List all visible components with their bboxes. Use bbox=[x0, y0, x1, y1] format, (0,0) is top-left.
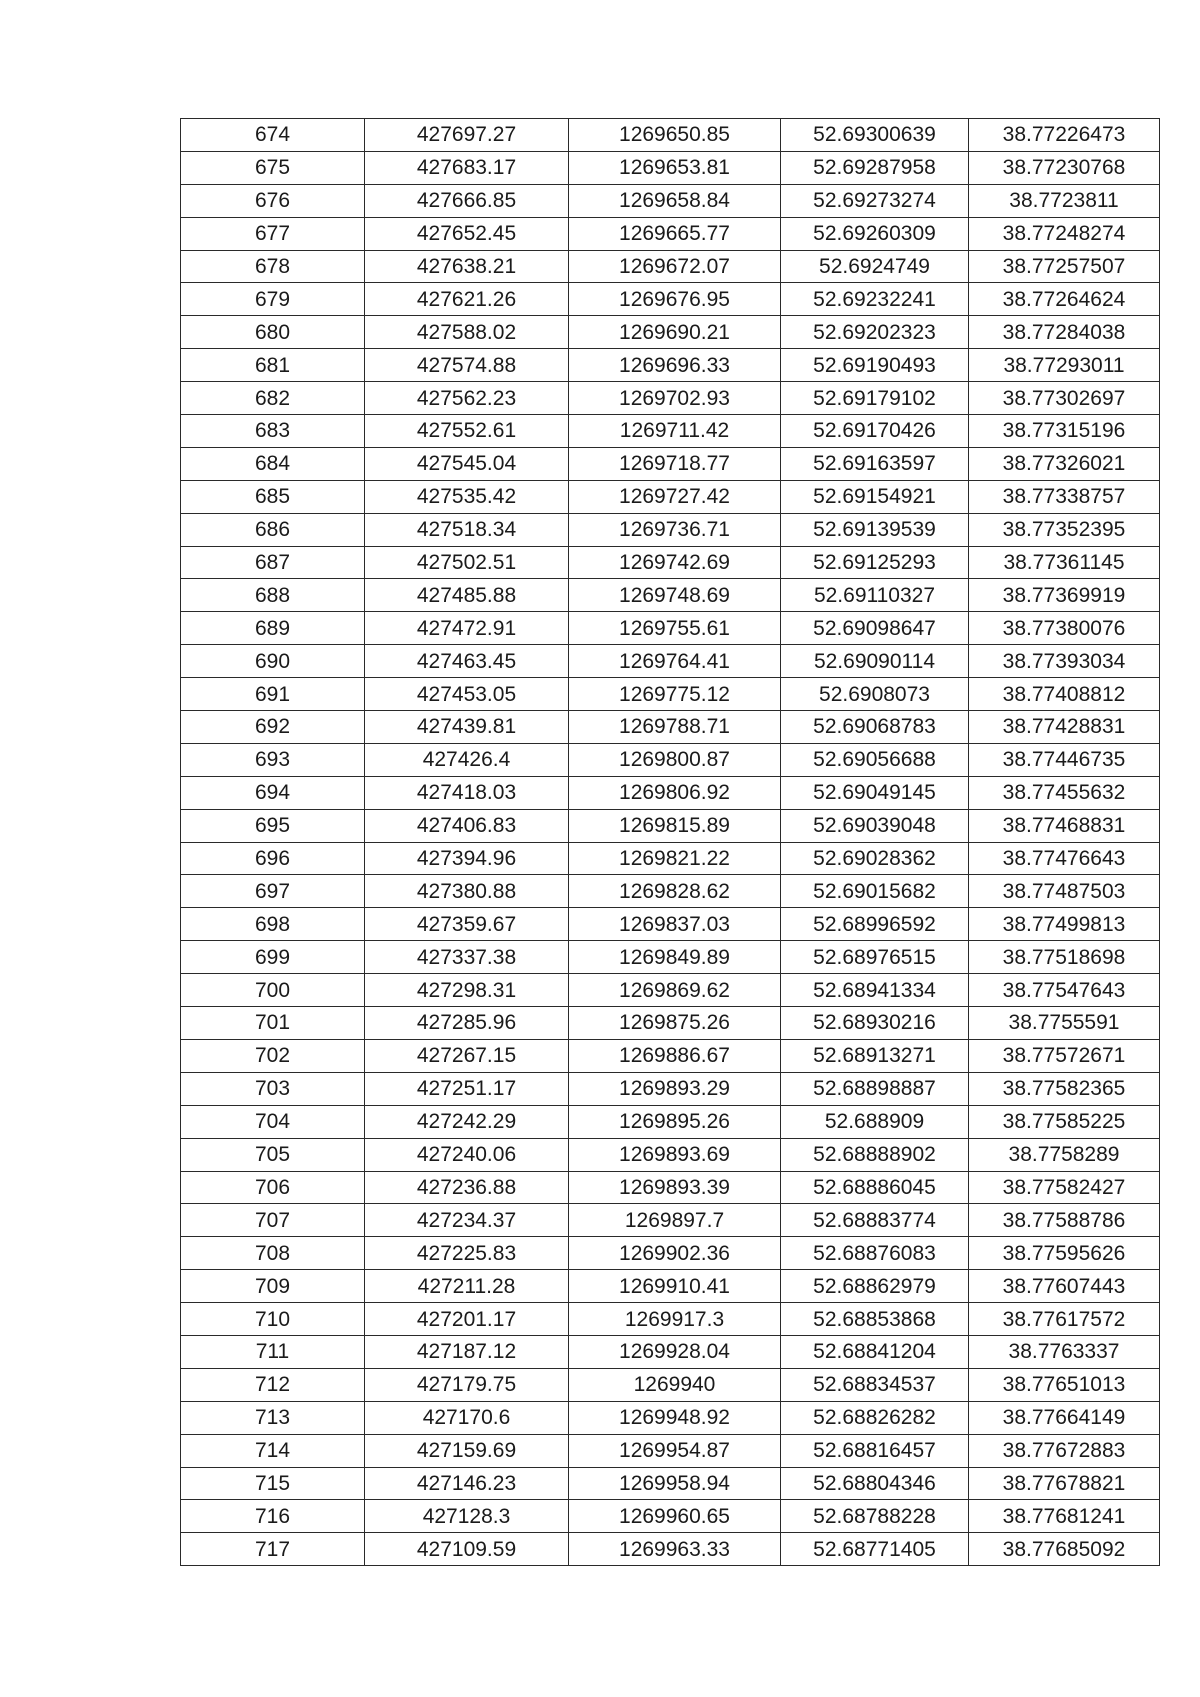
table-row bbox=[181, 1500, 1160, 1533]
point-number-cell: 677 bbox=[181, 217, 365, 250]
longitude-cell: 38.77408812 bbox=[969, 678, 1160, 711]
longitude-cell: 38.77293011 bbox=[969, 349, 1160, 382]
x-coordinate-cell: 427236.88 bbox=[365, 1171, 569, 1204]
y-coordinate-cell: 1269875.26 bbox=[569, 1007, 781, 1040]
point-number-cell: 695 bbox=[181, 809, 365, 842]
latitude-cell: 52.68996592 bbox=[781, 908, 969, 941]
y-coordinate-cell: 1269940 bbox=[569, 1368, 781, 1401]
table-row bbox=[181, 1007, 1160, 1040]
y-coordinate-cell: 1269788.71 bbox=[569, 711, 781, 744]
point-number-cell: 697 bbox=[181, 875, 365, 908]
x-coordinate-cell: 427472.91 bbox=[365, 612, 569, 645]
table-row bbox=[181, 184, 1160, 217]
x-coordinate-cell: 427518.34 bbox=[365, 513, 569, 546]
y-coordinate-cell: 1269893.69 bbox=[569, 1138, 781, 1171]
latitude-cell: 52.69260309 bbox=[781, 217, 969, 250]
x-coordinate-cell: 427298.31 bbox=[365, 974, 569, 1007]
latitude-cell: 52.6908073 bbox=[781, 678, 969, 711]
table-row bbox=[181, 842, 1160, 875]
point-number-cell: 685 bbox=[181, 480, 365, 513]
longitude-cell: 38.77352395 bbox=[969, 513, 1160, 546]
x-coordinate-cell: 427234.37 bbox=[365, 1204, 569, 1237]
y-coordinate-cell: 1269658.84 bbox=[569, 184, 781, 217]
point-number-cell: 687 bbox=[181, 546, 365, 579]
table-row bbox=[181, 447, 1160, 480]
latitude-cell: 52.69056688 bbox=[781, 743, 969, 776]
latitude-cell: 52.69179102 bbox=[781, 382, 969, 415]
longitude-cell: 38.77547643 bbox=[969, 974, 1160, 1007]
table-row bbox=[181, 415, 1160, 448]
latitude-cell: 52.68841204 bbox=[781, 1335, 969, 1368]
y-coordinate-cell: 1269806.92 bbox=[569, 776, 781, 809]
point-number-cell: 701 bbox=[181, 1007, 365, 1040]
y-coordinate-cell: 1269742.69 bbox=[569, 546, 781, 579]
y-coordinate-cell: 1269755.61 bbox=[569, 612, 781, 645]
table-row bbox=[181, 809, 1160, 842]
table-row bbox=[181, 1533, 1160, 1566]
latitude-cell: 52.68816457 bbox=[781, 1434, 969, 1467]
y-coordinate-cell: 1269917.3 bbox=[569, 1303, 781, 1336]
latitude-cell: 52.68826282 bbox=[781, 1401, 969, 1434]
latitude-cell: 52.69154921 bbox=[781, 480, 969, 513]
latitude-cell: 52.688909 bbox=[781, 1105, 969, 1138]
y-coordinate-cell: 1269676.95 bbox=[569, 283, 781, 316]
latitude-cell: 52.68771405 bbox=[781, 1533, 969, 1566]
y-coordinate-cell: 1269764.41 bbox=[569, 645, 781, 678]
latitude-cell: 52.68883774 bbox=[781, 1204, 969, 1237]
x-coordinate-cell: 427159.69 bbox=[365, 1434, 569, 1467]
longitude-cell: 38.77302697 bbox=[969, 382, 1160, 415]
point-number-cell: 694 bbox=[181, 776, 365, 809]
point-number-cell: 714 bbox=[181, 1434, 365, 1467]
y-coordinate-cell: 1269895.26 bbox=[569, 1105, 781, 1138]
latitude-cell: 52.68804346 bbox=[781, 1467, 969, 1500]
longitude-cell: 38.77248274 bbox=[969, 217, 1160, 250]
y-coordinate-cell: 1269963.33 bbox=[569, 1533, 781, 1566]
x-coordinate-cell: 427179.75 bbox=[365, 1368, 569, 1401]
table-row bbox=[181, 579, 1160, 612]
longitude-cell: 38.77428831 bbox=[969, 711, 1160, 744]
latitude-cell: 52.69139539 bbox=[781, 513, 969, 546]
y-coordinate-cell: 1269702.93 bbox=[569, 382, 781, 415]
x-coordinate-cell: 427652.45 bbox=[365, 217, 569, 250]
longitude-cell: 38.77651013 bbox=[969, 1368, 1160, 1401]
x-coordinate-cell: 427211.28 bbox=[365, 1270, 569, 1303]
table-row bbox=[181, 743, 1160, 776]
point-number-cell: 691 bbox=[181, 678, 365, 711]
latitude-cell: 52.68834537 bbox=[781, 1368, 969, 1401]
point-number-cell: 688 bbox=[181, 579, 365, 612]
table-row bbox=[181, 1138, 1160, 1171]
x-coordinate-cell: 427666.85 bbox=[365, 184, 569, 217]
table-row bbox=[181, 1335, 1160, 1368]
x-coordinate-cell: 427242.29 bbox=[365, 1105, 569, 1138]
y-coordinate-cell: 1269711.42 bbox=[569, 415, 781, 448]
table-row bbox=[181, 1368, 1160, 1401]
latitude-cell: 52.69098647 bbox=[781, 612, 969, 645]
table-row bbox=[181, 612, 1160, 645]
table-row bbox=[181, 1171, 1160, 1204]
latitude-cell: 52.68976515 bbox=[781, 941, 969, 974]
table-row bbox=[181, 1467, 1160, 1500]
latitude-cell: 52.69273274 bbox=[781, 184, 969, 217]
longitude-cell: 38.77672883 bbox=[969, 1434, 1160, 1467]
x-coordinate-cell: 427225.83 bbox=[365, 1237, 569, 1270]
longitude-cell: 38.77476643 bbox=[969, 842, 1160, 875]
x-coordinate-cell: 427621.26 bbox=[365, 283, 569, 316]
latitude-cell: 52.68941334 bbox=[781, 974, 969, 1007]
longitude-cell: 38.77380076 bbox=[969, 612, 1160, 645]
x-coordinate-cell: 427128.3 bbox=[365, 1500, 569, 1533]
x-coordinate-cell: 427535.42 bbox=[365, 480, 569, 513]
longitude-cell: 38.77361145 bbox=[969, 546, 1160, 579]
coordinates-table bbox=[180, 118, 1160, 1566]
longitude-cell: 38.77588786 bbox=[969, 1204, 1160, 1237]
longitude-cell: 38.77582365 bbox=[969, 1072, 1160, 1105]
table-row bbox=[181, 1105, 1160, 1138]
x-coordinate-cell: 427406.83 bbox=[365, 809, 569, 842]
table-row bbox=[181, 119, 1160, 152]
x-coordinate-cell: 427697.27 bbox=[365, 119, 569, 152]
y-coordinate-cell: 1269910.41 bbox=[569, 1270, 781, 1303]
longitude-cell: 38.7763337 bbox=[969, 1335, 1160, 1368]
table-row bbox=[181, 1237, 1160, 1270]
longitude-cell: 38.77585225 bbox=[969, 1105, 1160, 1138]
table-row bbox=[181, 151, 1160, 184]
longitude-cell: 38.7758289 bbox=[969, 1138, 1160, 1171]
latitude-cell: 52.69232241 bbox=[781, 283, 969, 316]
latitude-cell: 52.68930216 bbox=[781, 1007, 969, 1040]
table-row bbox=[181, 1039, 1160, 1072]
point-number-cell: 674 bbox=[181, 119, 365, 152]
x-coordinate-cell: 427251.17 bbox=[365, 1072, 569, 1105]
longitude-cell: 38.77284038 bbox=[969, 316, 1160, 349]
y-coordinate-cell: 1269960.65 bbox=[569, 1500, 781, 1533]
point-number-cell: 696 bbox=[181, 842, 365, 875]
point-number-cell: 713 bbox=[181, 1401, 365, 1434]
point-number-cell: 676 bbox=[181, 184, 365, 217]
y-coordinate-cell: 1269893.39 bbox=[569, 1171, 781, 1204]
y-coordinate-cell: 1269800.87 bbox=[569, 743, 781, 776]
table-row bbox=[181, 645, 1160, 678]
longitude-cell: 38.77678821 bbox=[969, 1467, 1160, 1500]
longitude-cell: 38.77446735 bbox=[969, 743, 1160, 776]
table-row bbox=[181, 908, 1160, 941]
point-number-cell: 679 bbox=[181, 283, 365, 316]
point-number-cell: 717 bbox=[181, 1533, 365, 1566]
latitude-cell: 52.68876083 bbox=[781, 1237, 969, 1270]
latitude-cell: 52.69068783 bbox=[781, 711, 969, 744]
x-coordinate-cell: 427638.21 bbox=[365, 250, 569, 283]
x-coordinate-cell: 427588.02 bbox=[365, 316, 569, 349]
table-row bbox=[181, 875, 1160, 908]
y-coordinate-cell: 1269954.87 bbox=[569, 1434, 781, 1467]
y-coordinate-cell: 1269869.62 bbox=[569, 974, 781, 1007]
point-number-cell: 708 bbox=[181, 1237, 365, 1270]
longitude-cell: 38.7723811 bbox=[969, 184, 1160, 217]
x-coordinate-cell: 427201.17 bbox=[365, 1303, 569, 1336]
table-row bbox=[181, 1434, 1160, 1467]
y-coordinate-cell: 1269849.89 bbox=[569, 941, 781, 974]
x-coordinate-cell: 427683.17 bbox=[365, 151, 569, 184]
y-coordinate-cell: 1269821.22 bbox=[569, 842, 781, 875]
table-row bbox=[181, 316, 1160, 349]
longitude-cell: 38.77338757 bbox=[969, 480, 1160, 513]
y-coordinate-cell: 1269650.85 bbox=[569, 119, 781, 152]
longitude-cell: 38.77326021 bbox=[969, 447, 1160, 480]
table-row bbox=[181, 1072, 1160, 1105]
point-number-cell: 704 bbox=[181, 1105, 365, 1138]
latitude-cell: 52.68886045 bbox=[781, 1171, 969, 1204]
table-row bbox=[181, 250, 1160, 283]
x-coordinate-cell: 427187.12 bbox=[365, 1335, 569, 1368]
latitude-cell: 52.68898887 bbox=[781, 1072, 969, 1105]
table-row bbox=[181, 546, 1160, 579]
y-coordinate-cell: 1269775.12 bbox=[569, 678, 781, 711]
longitude-cell: 38.7755591 bbox=[969, 1007, 1160, 1040]
longitude-cell: 38.77499813 bbox=[969, 908, 1160, 941]
latitude-cell: 52.68888902 bbox=[781, 1138, 969, 1171]
longitude-cell: 38.77595626 bbox=[969, 1237, 1160, 1270]
x-coordinate-cell: 427337.38 bbox=[365, 941, 569, 974]
x-coordinate-cell: 427380.88 bbox=[365, 875, 569, 908]
latitude-cell: 52.69090114 bbox=[781, 645, 969, 678]
y-coordinate-cell: 1269815.89 bbox=[569, 809, 781, 842]
y-coordinate-cell: 1269690.21 bbox=[569, 316, 781, 349]
latitude-cell: 52.69300639 bbox=[781, 119, 969, 152]
table-row bbox=[181, 974, 1160, 1007]
y-coordinate-cell: 1269893.29 bbox=[569, 1072, 781, 1105]
x-coordinate-cell: 427552.61 bbox=[365, 415, 569, 448]
x-coordinate-cell: 427109.59 bbox=[365, 1533, 569, 1566]
x-coordinate-cell: 427146.23 bbox=[365, 1467, 569, 1500]
point-number-cell: 678 bbox=[181, 250, 365, 283]
longitude-cell: 38.77455632 bbox=[969, 776, 1160, 809]
point-number-cell: 675 bbox=[181, 151, 365, 184]
longitude-cell: 38.77664149 bbox=[969, 1401, 1160, 1434]
x-coordinate-cell: 427562.23 bbox=[365, 382, 569, 415]
point-number-cell: 684 bbox=[181, 447, 365, 480]
table-row bbox=[181, 711, 1160, 744]
point-number-cell: 690 bbox=[181, 645, 365, 678]
point-number-cell: 707 bbox=[181, 1204, 365, 1237]
point-number-cell: 680 bbox=[181, 316, 365, 349]
x-coordinate-cell: 427267.15 bbox=[365, 1039, 569, 1072]
y-coordinate-cell: 1269665.77 bbox=[569, 217, 781, 250]
point-number-cell: 706 bbox=[181, 1171, 365, 1204]
latitude-cell: 52.68853868 bbox=[781, 1303, 969, 1336]
longitude-cell: 38.77617572 bbox=[969, 1303, 1160, 1336]
table-row bbox=[181, 678, 1160, 711]
latitude-cell: 52.69049145 bbox=[781, 776, 969, 809]
longitude-cell: 38.77226473 bbox=[969, 119, 1160, 152]
point-number-cell: 686 bbox=[181, 513, 365, 546]
latitude-cell: 52.68862979 bbox=[781, 1270, 969, 1303]
table-row bbox=[181, 217, 1160, 250]
point-number-cell: 702 bbox=[181, 1039, 365, 1072]
x-coordinate-cell: 427574.88 bbox=[365, 349, 569, 382]
y-coordinate-cell: 1269897.7 bbox=[569, 1204, 781, 1237]
latitude-cell: 52.69110327 bbox=[781, 579, 969, 612]
point-number-cell: 712 bbox=[181, 1368, 365, 1401]
y-coordinate-cell: 1269958.94 bbox=[569, 1467, 781, 1500]
table-row bbox=[181, 941, 1160, 974]
longitude-cell: 38.77572671 bbox=[969, 1039, 1160, 1072]
longitude-cell: 38.77685092 bbox=[969, 1533, 1160, 1566]
latitude-cell: 52.68913271 bbox=[781, 1039, 969, 1072]
table-row bbox=[181, 283, 1160, 316]
y-coordinate-cell: 1269748.69 bbox=[569, 579, 781, 612]
y-coordinate-cell: 1269736.71 bbox=[569, 513, 781, 546]
y-coordinate-cell: 1269837.03 bbox=[569, 908, 781, 941]
latitude-cell: 52.69039048 bbox=[781, 809, 969, 842]
table-row bbox=[181, 1401, 1160, 1434]
latitude-cell: 52.69190493 bbox=[781, 349, 969, 382]
longitude-cell: 38.77468831 bbox=[969, 809, 1160, 842]
latitude-cell: 52.69163597 bbox=[781, 447, 969, 480]
point-number-cell: 710 bbox=[181, 1303, 365, 1336]
y-coordinate-cell: 1269696.33 bbox=[569, 349, 781, 382]
table-row bbox=[181, 1204, 1160, 1237]
x-coordinate-cell: 427285.96 bbox=[365, 1007, 569, 1040]
x-coordinate-cell: 427485.88 bbox=[365, 579, 569, 612]
point-number-cell: 715 bbox=[181, 1467, 365, 1500]
point-number-cell: 709 bbox=[181, 1270, 365, 1303]
x-coordinate-cell: 427502.51 bbox=[365, 546, 569, 579]
y-coordinate-cell: 1269928.04 bbox=[569, 1335, 781, 1368]
x-coordinate-cell: 427463.45 bbox=[365, 645, 569, 678]
y-coordinate-cell: 1269727.42 bbox=[569, 480, 781, 513]
longitude-cell: 38.77230768 bbox=[969, 151, 1160, 184]
latitude-cell: 52.6924749 bbox=[781, 250, 969, 283]
longitude-cell: 38.77518698 bbox=[969, 941, 1160, 974]
point-number-cell: 689 bbox=[181, 612, 365, 645]
longitude-cell: 38.77393034 bbox=[969, 645, 1160, 678]
latitude-cell: 52.69028362 bbox=[781, 842, 969, 875]
y-coordinate-cell: 1269886.67 bbox=[569, 1039, 781, 1072]
y-coordinate-cell: 1269948.92 bbox=[569, 1401, 781, 1434]
table-row bbox=[181, 349, 1160, 382]
coordinates-table-body bbox=[181, 119, 1160, 1566]
longitude-cell: 38.77264624 bbox=[969, 283, 1160, 316]
longitude-cell: 38.77681241 bbox=[969, 1500, 1160, 1533]
point-number-cell: 705 bbox=[181, 1138, 365, 1171]
x-coordinate-cell: 427418.03 bbox=[365, 776, 569, 809]
latitude-cell: 52.69202323 bbox=[781, 316, 969, 349]
x-coordinate-cell: 427439.81 bbox=[365, 711, 569, 744]
longitude-cell: 38.77315196 bbox=[969, 415, 1160, 448]
latitude-cell: 52.69287958 bbox=[781, 151, 969, 184]
y-coordinate-cell: 1269718.77 bbox=[569, 447, 781, 480]
x-coordinate-cell: 427545.04 bbox=[365, 447, 569, 480]
x-coordinate-cell: 427170.6 bbox=[365, 1401, 569, 1434]
point-number-cell: 693 bbox=[181, 743, 365, 776]
point-number-cell: 682 bbox=[181, 382, 365, 415]
longitude-cell: 38.77607443 bbox=[969, 1270, 1160, 1303]
y-coordinate-cell: 1269902.36 bbox=[569, 1237, 781, 1270]
latitude-cell: 52.69125293 bbox=[781, 546, 969, 579]
y-coordinate-cell: 1269828.62 bbox=[569, 875, 781, 908]
point-number-cell: 699 bbox=[181, 941, 365, 974]
x-coordinate-cell: 427426.4 bbox=[365, 743, 569, 776]
point-number-cell: 692 bbox=[181, 711, 365, 744]
longitude-cell: 38.77487503 bbox=[969, 875, 1160, 908]
table-row bbox=[181, 776, 1160, 809]
point-number-cell: 716 bbox=[181, 1500, 365, 1533]
x-coordinate-cell: 427394.96 bbox=[365, 842, 569, 875]
table-row bbox=[181, 1303, 1160, 1336]
point-number-cell: 711 bbox=[181, 1335, 365, 1368]
longitude-cell: 38.77582427 bbox=[969, 1171, 1160, 1204]
latitude-cell: 52.69015682 bbox=[781, 875, 969, 908]
table-row bbox=[181, 513, 1160, 546]
point-number-cell: 698 bbox=[181, 908, 365, 941]
point-number-cell: 700 bbox=[181, 974, 365, 1007]
point-number-cell: 703 bbox=[181, 1072, 365, 1105]
table-row bbox=[181, 1270, 1160, 1303]
latitude-cell: 52.69170426 bbox=[781, 415, 969, 448]
table-row bbox=[181, 382, 1160, 415]
latitude-cell: 52.68788228 bbox=[781, 1500, 969, 1533]
longitude-cell: 38.77369919 bbox=[969, 579, 1160, 612]
y-coordinate-cell: 1269653.81 bbox=[569, 151, 781, 184]
point-number-cell: 681 bbox=[181, 349, 365, 382]
longitude-cell: 38.77257507 bbox=[969, 250, 1160, 283]
table-row bbox=[181, 480, 1160, 513]
y-coordinate-cell: 1269672.07 bbox=[569, 250, 781, 283]
x-coordinate-cell: 427359.67 bbox=[365, 908, 569, 941]
x-coordinate-cell: 427453.05 bbox=[365, 678, 569, 711]
point-number-cell: 683 bbox=[181, 415, 365, 448]
x-coordinate-cell: 427240.06 bbox=[365, 1138, 569, 1171]
